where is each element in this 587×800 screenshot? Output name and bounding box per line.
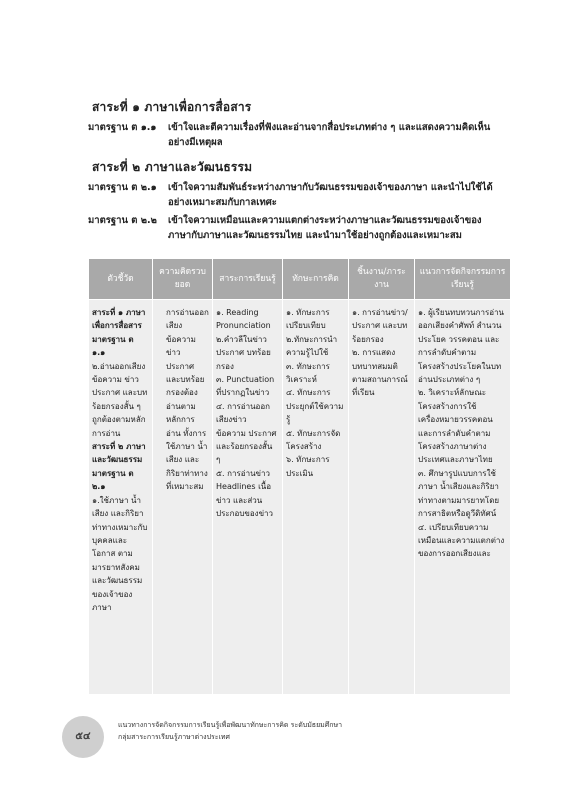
task-item: ๒. การแสดงบทบาทสมมติตามสถานการณ์ที่เรียน [352,348,408,398]
content-item: ๑. Reading Pronunciation [216,308,271,331]
strand-label: สาระที่ ๑ ภาษาเพื่อการสื่อสาร [92,308,146,331]
content-item: ๓. Punctuation ที่ปรากฏในข่าว [216,375,275,398]
activity-item: ๑. ผู้เรียนทบทวนการอ่านออกเสียงคำศัพท์ สำนวน ประโยค วรรคตอน และการลำดับคำตามโครงสร้างประโยคในบทอ่านประเภทต่าง ๆ [418,308,505,385]
standard-code: มาตรฐาน ต ๑.๑ [88,122,157,133]
curriculum-table [88,258,511,694]
header-thinking-skills: ทักษะการคิด [283,259,349,300]
skill-item: ๔. ทักษะการประยุกต์ใช้ความรู้ [286,388,344,425]
standard-label: มาตรฐาน ต ๒.๑ [92,468,134,492]
skill-item: ๕. ทักษะการจัดโครงสร้าง [286,428,341,452]
strand2-heading: สาระที่ ๒ ภาษาและวัฒนธรรม [92,160,253,174]
standard-1-1 [88,120,508,150]
standard-code: มาตรฐาน ต ๒.๒ [88,215,157,226]
concept-text: การอ่านออกเสียงข้อความ ข่าว ประกาศ และบทร้อยกรองต้องอ่านตามหลักการอ่าน ทั้งการใช้ภาษา น้ำเสียง และกิริยาท่าทางที่เหมาะสม [166,308,209,492]
header-indicator: ตัวชี้วัด [89,259,153,300]
strand-label: สาระที่ ๒ ภาษาและวัฒนธรรม [92,442,146,465]
activity-item: ๒. วิเคราะห์ลักษณะโครงสร้างการใช้เครื่องหมายวรรคตอนและการลำดับคำตามโครงสร้างภาษาต่างประเทศและภาษาไทย [418,388,493,465]
page-number: ๕๔ [62,716,104,758]
strand1-heading: สาระที่ ๑ ภาษาเพื่อการสื่อสาร [92,100,252,114]
cell-indicators [89,300,153,695]
skill-item: ๓. ทักษะการวิเคราะห์ [286,361,330,385]
content-item: ๕. การอ่านข่าว Headlines เนื้อข่าว และส่วนประกอบของข่าว [216,468,274,519]
footer-title: แนวทางการจัดกิจกรรมการเรียนรู้เพื่อพัฒนาทักษะการคิด ระดับมัธยมศึกษา [118,721,343,729]
standard-code: มาตรฐาน ต ๒.๑ [88,182,157,193]
cell-thinking-skills [283,300,349,695]
header-activities: แนวการจัดกิจกรรมการเรียนรู้ [415,259,511,300]
content-item: ๒.คำวลีในข่าว ประกาศ บทร้อยกรอง [216,334,271,371]
standard-text: เข้าใจความสัมพันธ์ระหว่างภาษากับวัฒนธรรมของเจ้าของภาษา และนำไปใช้ได้อย่างเหมาะสมกับกาลเทศะ [168,182,493,208]
activity-item: ๓. ศึกษารูปแบบการใช้ภาษา น้ำเสียงและกิริยาท่าทางตามมารยาทโดยการสาธิตหรือดูวีดิทัศน์ [418,468,500,519]
standard-label: มาตรฐาน ต ๑.๑ [92,334,134,358]
standard-2-1 [88,180,508,210]
activity-item: ๔. เปรียบเทียบความเหมือนและความแตกต่างของการออกเสียงและ [418,522,505,559]
table-header-row [89,259,511,300]
header-tasks: ชิ้นงาน/ภาระงาน [349,259,415,300]
content-item: ๔. การอ่านออกเสียงข่าว ข้อความ ประกาศ และร้อยกรองสั้น ๆ [216,401,277,465]
skill-item: ๖. ทักษะการประเมิน [286,455,330,478]
table-row [89,300,511,695]
task-item: ๑. การอ่านข่าว/ประกาศ และบทร้อยกรอง [352,308,408,344]
footer-subtitle: กลุ่มสาระการเรียนรู้ภาษาต่างประเทศ [118,733,230,741]
cell-activities [415,300,511,695]
skill-item: ๒.ทักษะการนำความรู้ไปใช้ [286,334,338,358]
cell-tasks [349,300,415,695]
cell-concept [153,300,213,695]
header-concept: ความคิดรวบยอด [153,259,213,300]
standard-text: เข้าใจและตีความเรื่องที่ฟังและอ่านจากสื่อประเภทต่าง ๆ และแสดงความคิดเห็นอย่างมีเหตุผล [168,122,491,148]
cell-content [213,300,283,695]
header-content: สาระการเรียนรู้ [213,259,283,300]
standard-text: เข้าใจความเหมือนและความแตกต่างระหว่างภาษาและวัฒนธรรมของเจ้าของภาษากับภาษาและวัฒนธรรมไทย และนำมาใช้อย่างถูกต้องและเหมาะสม [168,215,482,241]
indicator-text: ๑.ใช้ภาษา น้ำเสียง และกิริยาท่าทางเหมาะกับบุคคลและโอกาส ตามมารยาทสังคมและวัฒนธรรมของเจ้าของภาษา [92,495,148,612]
skill-item: ๑. ทักษะการเปรียบเทียบ [286,308,330,331]
indicator-text: ๒.อ่านออกเสียงข้อความ ข่าว ประกาศ และบทร้อยกรองสั้น ๆ ถูกต้องตามหลักการอ่าน [92,361,148,438]
standard-2-2 [88,213,508,243]
